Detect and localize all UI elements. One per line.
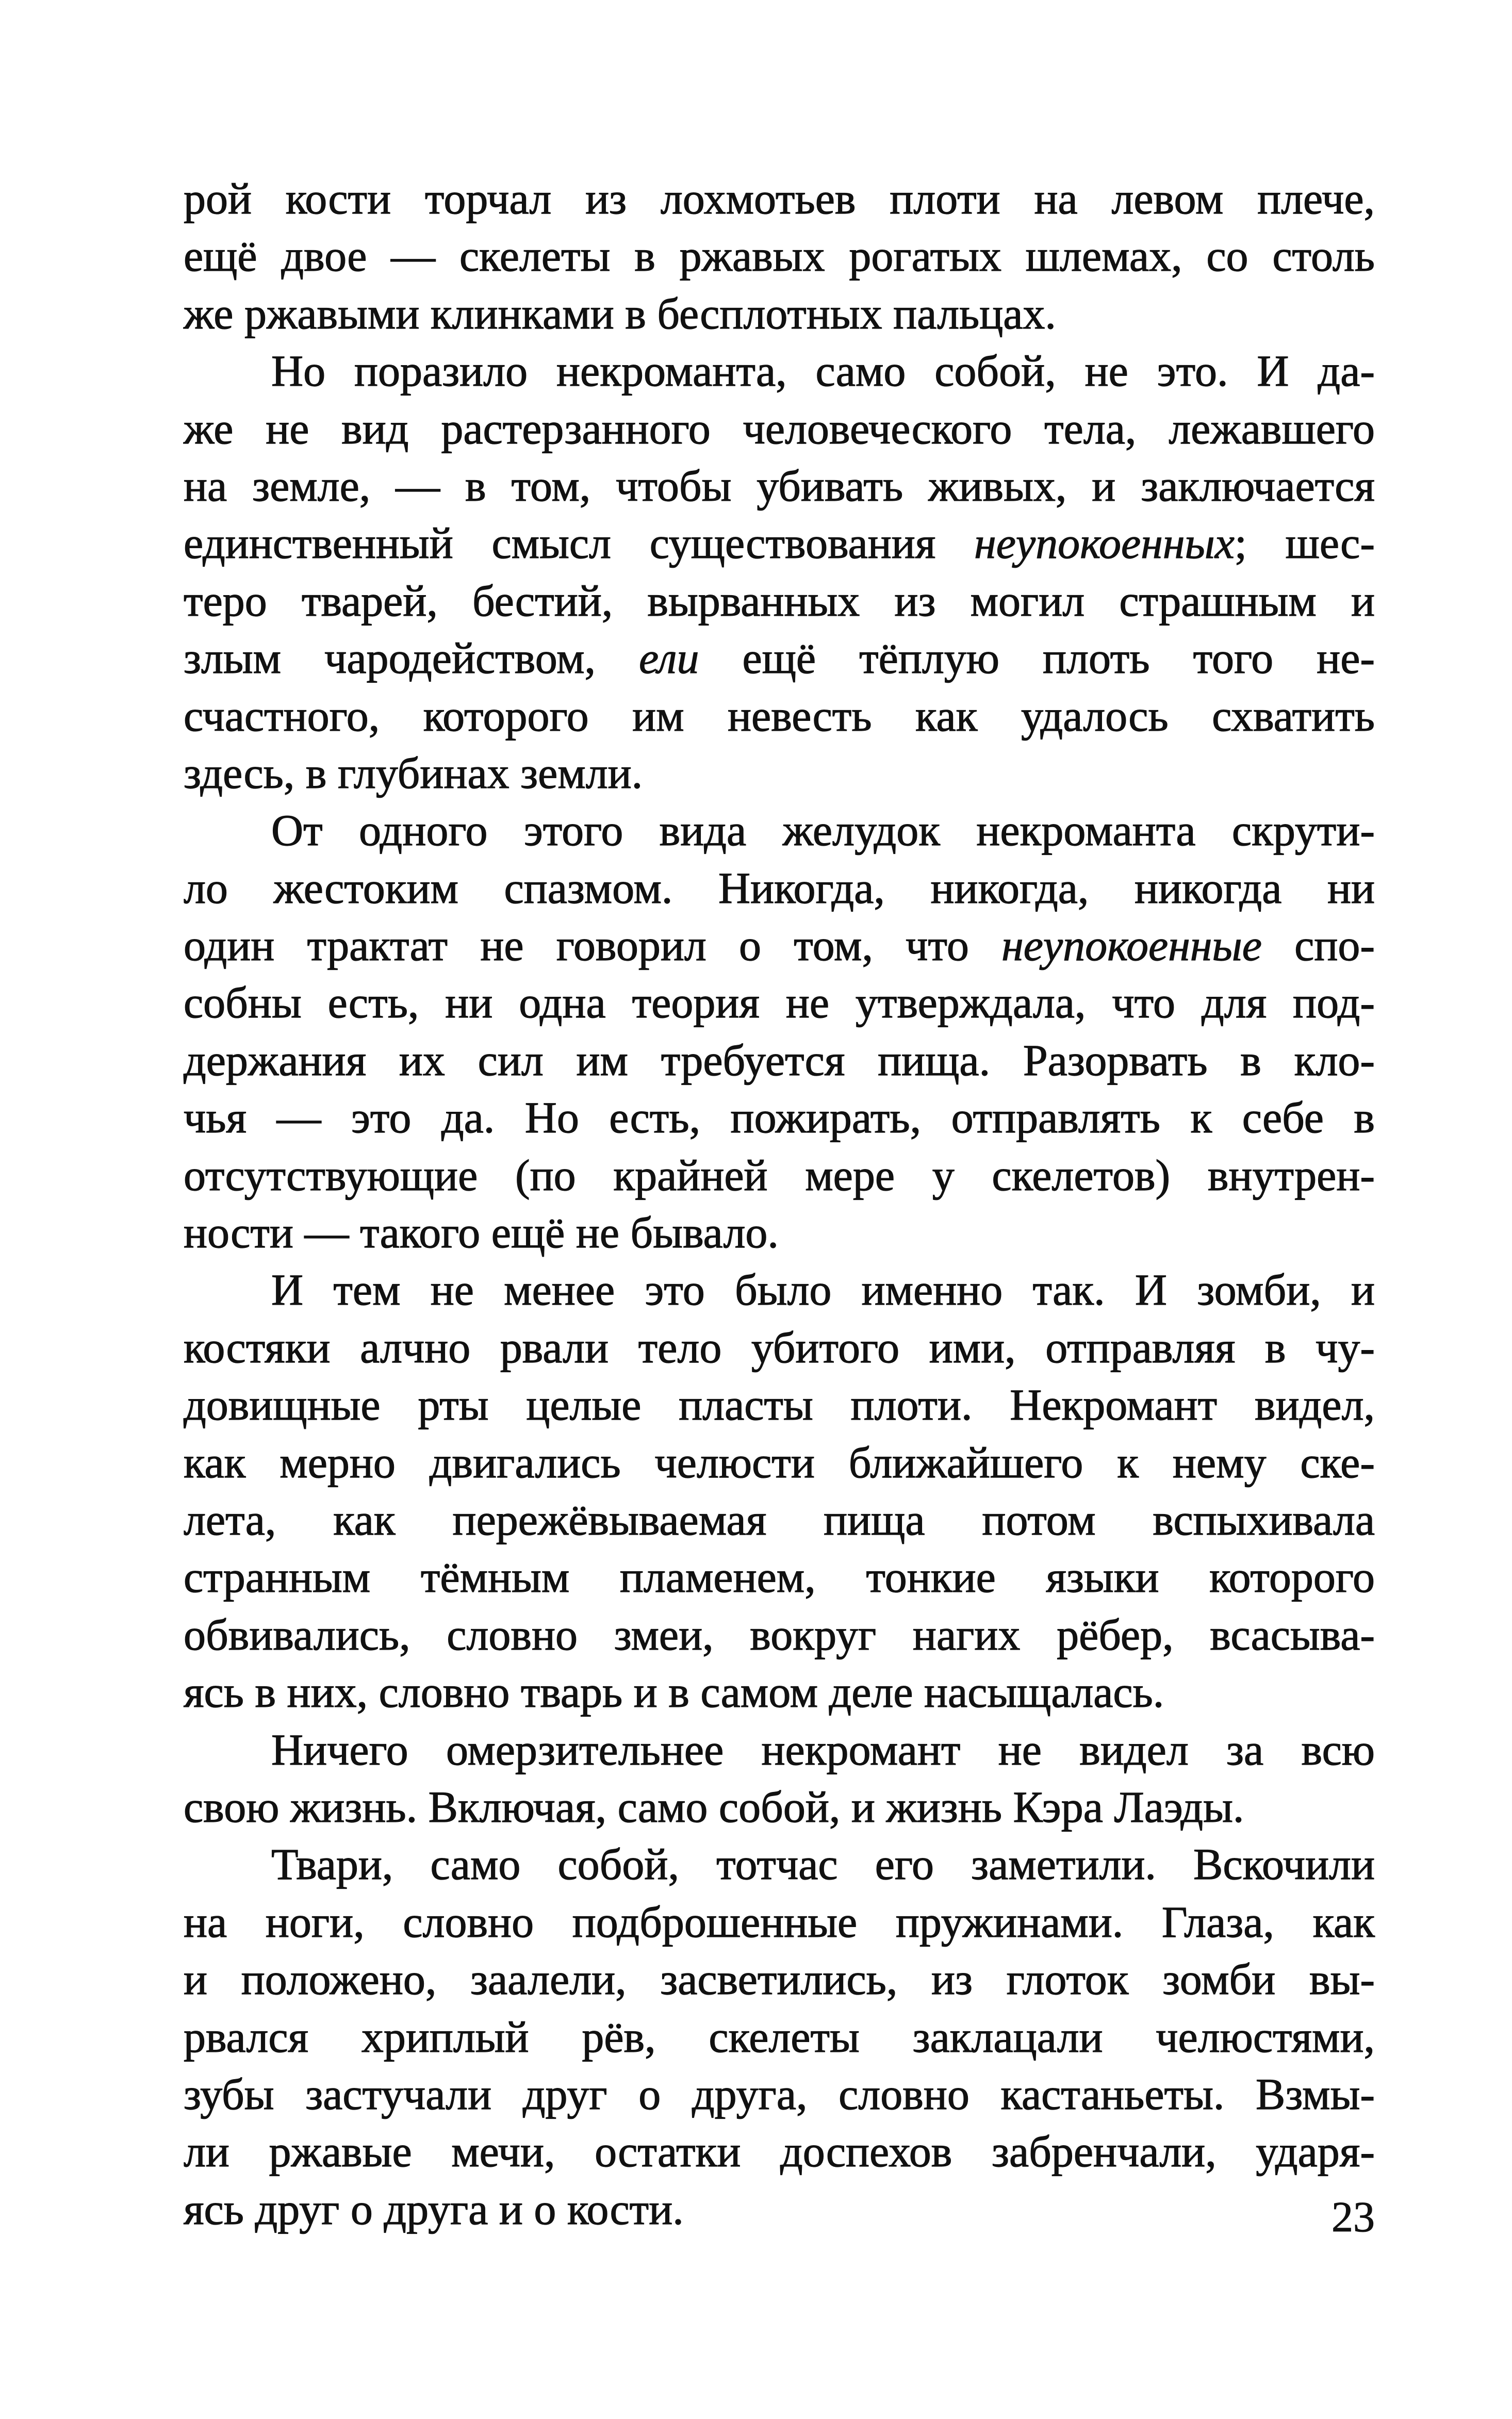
italic-term: неупокоенных [974, 518, 1235, 568]
text-line: ло жестоким спазмом. Никогда, никогда, никогда ни [184, 863, 1375, 913]
text-line: ности — такого ещё не бывало. [184, 1208, 779, 1258]
text-line: довищные рты целые пласты плоти. Некромант видел, [184, 1380, 1375, 1430]
page-number: 23 [1332, 2193, 1375, 2241]
text-line: ясь друг о друга и о кости. [184, 2184, 684, 2234]
text-line: и положено, заалели, засветились, из глоток зомби вы- [184, 1954, 1375, 2004]
italic-term: неупокоенные [1001, 920, 1262, 970]
text-line: злым чародейством, ели ещё тёплую плоть того не- [184, 633, 1375, 683]
text-line: ясь в них, словно тварь и в самом деле насыщалась. [184, 1667, 1164, 1717]
text-line: теро тварей, бестий, вырванных из могил страшным и [184, 575, 1375, 626]
text-line: собны есть, ни одна теория не утверждала, что для под- [184, 978, 1375, 1028]
text-line: От одного этого вида желудок некроманта скрути- [271, 805, 1375, 855]
text-line: на ноги, словно подброшенные пружинами. Глаза, как [184, 1897, 1375, 1947]
text-line: же не вид растерзанного человеческого тела, лежавшего [184, 403, 1375, 453]
text-line: же ржавыми клинками в бесплотных пальцах. [184, 288, 1056, 338]
text-line: единственный смысл существования неупокоенных; шес- [184, 518, 1375, 568]
text-line: один трактат не говорил о том, что неупокоенные спо- [184, 920, 1375, 970]
text-line: рвался хриплый рёв, скелеты заклацали челюстями, [184, 2012, 1375, 2062]
text-line: странным тёмным пламенем, тонкие языки которого [184, 1552, 1375, 1602]
italic-term: ели [639, 633, 699, 683]
page-text [184, 170, 1375, 2238]
text-line: отсутствующие (по крайней мере у скелетов) внутрен- [184, 1150, 1375, 1200]
text-line: рой кости торчал из лохмотьев плоти на левом плече, [184, 174, 1375, 223]
text-line: ли ржавые мечи, остатки доспехов забренчали, ударя- [184, 2127, 1375, 2177]
text-line: Твари, само собой, тотчас его заметили. Вскочили [271, 1839, 1375, 1889]
text-line: свою жизнь. Включая, само собой, и жизнь Кэра Лаэды. [184, 1782, 1244, 1832]
text-line: как мерно двигались челюсти ближайшего к нему ске- [184, 1437, 1375, 1487]
text-line: чья — это да. Но есть, пожирать, отправлять к себе в [184, 1093, 1375, 1143]
text-line: обвивались, словно змеи, вокруг нагих рёбер, всасыва- [184, 1609, 1375, 1659]
text-line: костяки алчно рвали тело убитого ими, отправляя в чу- [184, 1322, 1375, 1372]
text-line: ещё двое — скелеты в ржавых рогатых шлемах, со столь [184, 231, 1375, 281]
text-line: Ничего омерзительнее некромант не видел за всю [271, 1724, 1375, 1774]
text-line: здесь, в глубинах земли. [184, 748, 643, 798]
text-line: И тем не менее это было именно так. И зомби, и [271, 1265, 1375, 1315]
text-line: держания их сил им требуется пища. Разорвать в кло- [184, 1035, 1375, 1085]
text-line: Но поразило некроманта, само собой, не это. И да- [271, 346, 1375, 396]
text-line: на земле, — в том, чтобы убивать живых, и заключается [184, 460, 1375, 511]
text-line: счастного, которого им невесть как удалось схватить [184, 690, 1375, 740]
text-line: лета, как пережёвываемая пища потом вспыхивала [184, 1494, 1375, 1544]
text-line: зубы застучали друг о друга, словно кастаньеты. Взмы- [184, 2069, 1375, 2119]
